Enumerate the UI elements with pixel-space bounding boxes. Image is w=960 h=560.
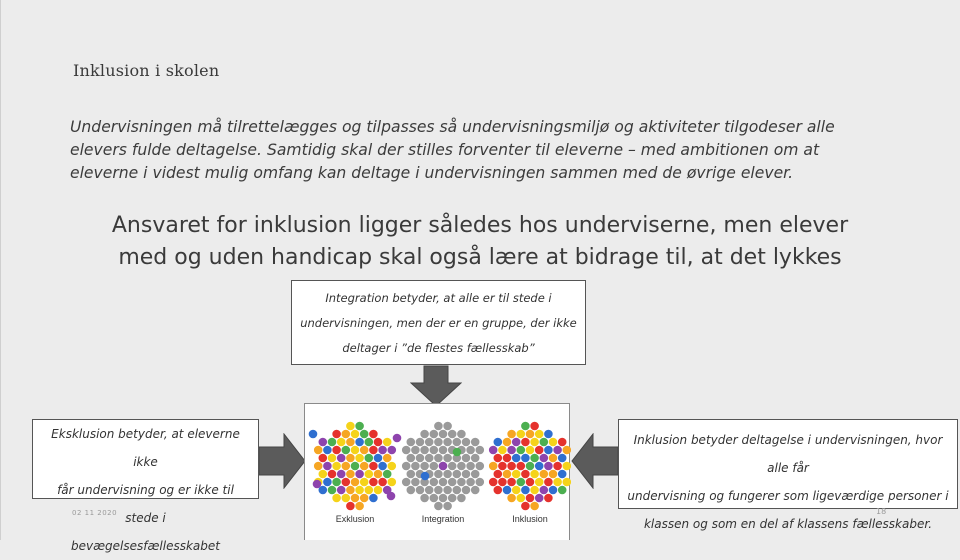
cluster-dot [526,430,535,439]
cluster-dot [342,446,351,455]
cluster-dot [411,478,420,487]
page-number: 18 [876,507,887,516]
intro-line: Undervisningen må tilrettelægges og tilpasses så undervisningsmiljø og aktiviteter tilgodeser alle [70,118,835,136]
cluster-dot [535,446,544,455]
cluster-dot [342,462,351,471]
cluster-dot [337,454,346,463]
cluster-dot [346,438,355,447]
cluster-dot [476,446,485,455]
cluster-dot [553,462,562,471]
cluster-dot [360,430,369,439]
cluster-dot [549,454,558,463]
cluster-dot [535,494,544,503]
cluster-dot [388,478,397,487]
cluster-dot [374,454,383,463]
cluster-dot [526,462,535,471]
cluster-dot [494,438,503,447]
cluster-dot [355,438,364,447]
dot-clusters [305,404,571,541]
cluster-dot [346,502,355,511]
cluster-dot [512,454,521,463]
cluster-dot [402,462,411,471]
exclusion-line: Eksklusion betyder, at eleverne ikke [51,427,240,469]
cluster-dot [563,478,572,487]
cluster-dot [544,478,553,487]
cluster-dot [355,454,364,463]
cluster-dot [457,462,466,471]
intro-paragraph [70,116,900,185]
cluster-dot [517,446,526,455]
cluster-dot [383,438,392,447]
cluster-dot [544,430,553,439]
cluster-dot [512,486,521,495]
exclusion-line: bevægelsesfællesskabet [71,539,220,553]
cluster-dot [425,454,434,463]
cluster-dot [411,446,420,455]
emphasis-line: Ansvaret for inklusion ligger således hos underviserne, men elever [111,213,849,238]
cluster-dot [365,486,374,495]
inclusion-line: undervisning og fungerer som ligeværdige personer i [627,489,949,503]
cluster-dot [471,454,480,463]
cluster-dot [503,470,512,479]
cluster-dot [323,446,332,455]
cluster-dot [530,502,539,511]
cluster-dot [383,470,392,479]
slide-title: Inklusion i skolen [73,61,220,80]
cluster-dot [507,462,516,471]
cluster-dot [448,430,457,439]
cluster-dot [544,446,553,455]
cluster-dot [462,486,471,495]
cluster-dot [553,446,562,455]
cluster-dot [383,454,392,463]
cluster-dot [549,486,558,495]
cluster-dot [420,446,429,455]
exclusion-line: får undervisning og er ikke til stede i [57,483,234,525]
right-arrow-icon [258,433,306,489]
intro-line: elevers fulde deltagelse. Samtidig skal der stilles forventer til eleverne – med ambitionen om at [70,141,820,159]
cluster-dot [374,470,383,479]
cluster-dot [434,454,443,463]
cluster-dot [346,454,355,463]
cluster-dot [342,478,351,487]
cluster-dot [540,486,549,495]
cluster-dot [342,494,351,503]
cluster-dot [430,462,439,471]
cluster-dot [471,438,480,447]
cluster-dot [526,494,535,503]
cluster-dot [319,438,328,447]
cluster-dot [439,494,448,503]
cluster-dot [507,446,516,455]
cluster-dot [439,478,448,487]
exclusion-cluster [309,422,402,511]
cluster-dot [430,446,439,455]
cluster-dot [388,462,397,471]
cluster-dot [323,478,332,487]
cluster-dot [512,438,521,447]
integrated-dot [453,448,462,457]
cluster-dot [420,430,429,439]
inclusion-cluster [489,422,571,511]
cluster-dot [434,502,443,511]
cluster-dot [507,478,516,487]
emphasis-statement [60,210,900,274]
cluster-dot [328,438,337,447]
cluster-dot [420,462,429,471]
cluster-dot [425,486,434,495]
left-arrow-icon [571,433,619,489]
cluster-dot [563,446,572,455]
cluster-dot [521,438,530,447]
cluster-dot [425,438,434,447]
cluster-dot [434,422,443,431]
cluster-dot [498,478,507,487]
cluster-dot [443,454,452,463]
cluster-dot [443,486,452,495]
cluster-dot [369,446,378,455]
cluster-dot [355,486,364,495]
cluster-dot [439,430,448,439]
cluster-dot [346,422,355,431]
integration-cluster [402,422,484,511]
cluster-dot [369,462,378,471]
cluster-dot [328,470,337,479]
cluster-dot [558,438,567,447]
integration-definition-box [291,280,586,365]
cluster-dot [448,478,457,487]
cluster-dot [498,462,507,471]
cluster-dot [540,470,549,479]
excluded-dot [309,430,318,439]
cluster-dot [346,486,355,495]
cluster-dot [512,470,521,479]
cluster-dot [378,478,387,487]
cluster-dot [430,494,439,503]
inclusion-line: Inklusion betyder deltagelse i undervisningen, hvor alle får [633,433,943,475]
cluster-dot [530,422,539,431]
cluster-dot [434,438,443,447]
cluster-dot [530,438,539,447]
cluster-dot [462,438,471,447]
integration-line: deltager i ”de flestes fællesskab” [342,341,535,355]
cluster-dot [448,462,457,471]
down-arrow-icon [410,365,462,407]
cluster-dot [369,478,378,487]
cluster-dot [420,494,429,503]
cluster-dot [521,454,530,463]
cluster-dot [314,462,323,471]
cluster-dot [369,494,378,503]
cluster-dot [530,470,539,479]
cluster-dot [351,446,360,455]
cluster-dot [407,438,416,447]
cluster-dot [471,486,480,495]
cluster-dot [365,454,374,463]
slide-left-edge [0,0,1,540]
cluster-dot [402,446,411,455]
cluster-dot [503,486,512,495]
cluster-dot [549,470,558,479]
cluster-dot [332,446,341,455]
cluster-dot [351,430,360,439]
cluster-dot [462,454,471,463]
cluster-dot [416,438,425,447]
cluster-dot [517,430,526,439]
cluster-dot [378,446,387,455]
cluster-dot [360,446,369,455]
cluster-dot [407,454,416,463]
integrated-dot [439,462,448,471]
cluster-dot [355,502,364,511]
cluster-dot [476,478,485,487]
cluster-dot [332,494,341,503]
cluster-dot [443,470,452,479]
cluster-dot [466,446,475,455]
cluster-dot [443,502,452,511]
cluster-dot [544,462,553,471]
cluster-dot [365,438,374,447]
excluded-dot [393,434,402,443]
cluster-dot [430,478,439,487]
footer-date: 02 11 2020 [72,509,118,517]
cluster-dot [457,430,466,439]
cluster-dot [365,470,374,479]
cluster-dot [355,470,364,479]
inclusion-label: Inklusion [512,514,548,524]
cluster-dot [328,486,337,495]
cluster-dot [355,422,364,431]
cluster-dot [521,422,530,431]
emphasis-line: med og uden handicap skal også lære at bidrage til, at det lykkes [118,245,842,270]
cluster-dot [507,430,516,439]
cluster-dot [337,438,346,447]
cluster-dot [374,486,383,495]
cluster-dot [530,454,539,463]
cluster-dot [319,454,328,463]
cluster-dot [494,454,503,463]
cluster-dot [494,470,503,479]
cluster-dot [466,478,475,487]
cluster-dot [530,486,539,495]
cluster-dot [507,494,516,503]
cluster-dot [360,462,369,471]
cluster-dot [342,430,351,439]
cluster-dot [503,454,512,463]
cluster-dot [489,478,498,487]
cluster-dot [439,446,448,455]
integration-label: Integration [421,514,465,524]
cluster-dot [535,430,544,439]
inclusion-diagram [304,403,570,540]
cluster-dot [337,486,346,495]
cluster-dot [411,462,420,471]
integration-line: Integration betyder, at alle er til stede i [325,291,552,305]
cluster-dot [457,494,466,503]
cluster-dot [521,486,530,495]
cluster-dot [558,486,567,495]
cluster-dot [535,478,544,487]
cluster-dot [374,438,383,447]
cluster-dot [332,478,341,487]
integrated-dot [421,472,430,481]
cluster-dot [416,454,425,463]
cluster-dot [558,470,567,479]
cluster-dot [453,486,462,495]
cluster-dot [466,462,475,471]
cluster-dot [549,438,558,447]
cluster-dot [563,462,572,471]
cluster-dot [402,478,411,487]
cluster-dot [351,494,360,503]
cluster-dot [407,470,416,479]
cluster-dot [434,486,443,495]
cluster-dot [489,446,498,455]
cluster-dot [540,438,549,447]
cluster-dot [535,462,544,471]
cluster-dot [489,462,498,471]
inclusion-line: klassen og som en del af klassens fællesskaber. [643,517,933,531]
cluster-dot [378,462,387,471]
cluster-dot [351,478,360,487]
cluster-dot [521,470,530,479]
excluded-dot [313,480,322,489]
cluster-dot [323,462,332,471]
cluster-dot [526,446,535,455]
cluster-dot [351,462,360,471]
cluster-dot [407,486,416,495]
cluster-dot [314,446,323,455]
cluster-dot [337,470,346,479]
cluster-dot [558,454,567,463]
cluster-dot [434,470,443,479]
cluster-dot [517,478,526,487]
cluster-dot [346,470,355,479]
cluster-dot [471,470,480,479]
cluster-dot [526,478,535,487]
exclusion-label: Exklusion [335,514,375,524]
cluster-dot [498,446,507,455]
cluster-dot [360,478,369,487]
cluster-dot [416,486,425,495]
intro-line: eleverne i videst mulig omfang kan deltage i undervisningen sammen med de øvrige elever. [70,164,794,182]
cluster-dot [319,470,328,479]
cluster-dot [462,470,471,479]
cluster-dot [457,478,466,487]
cluster-dot [553,478,562,487]
cluster-dot [476,462,485,471]
cluster-dot [448,494,457,503]
cluster-dot [328,454,337,463]
cluster-dot [540,454,549,463]
cluster-dot [443,422,452,431]
cluster-dot [332,462,341,471]
cluster-dot [453,438,462,447]
cluster-dot [332,430,341,439]
cluster-dot [544,494,553,503]
cluster-dot [443,438,452,447]
integration-line: undervisningen, men der er en gruppe, der ikke [300,316,577,330]
cluster-dot [517,494,526,503]
cluster-dot [494,486,503,495]
cluster-dot [369,430,378,439]
cluster-dot [503,438,512,447]
cluster-dot [517,462,526,471]
cluster-dot [360,494,369,503]
excluded-dot [387,492,396,501]
cluster-dot [453,470,462,479]
cluster-dot [521,502,530,511]
cluster-dot [430,430,439,439]
cluster-dot [388,446,397,455]
